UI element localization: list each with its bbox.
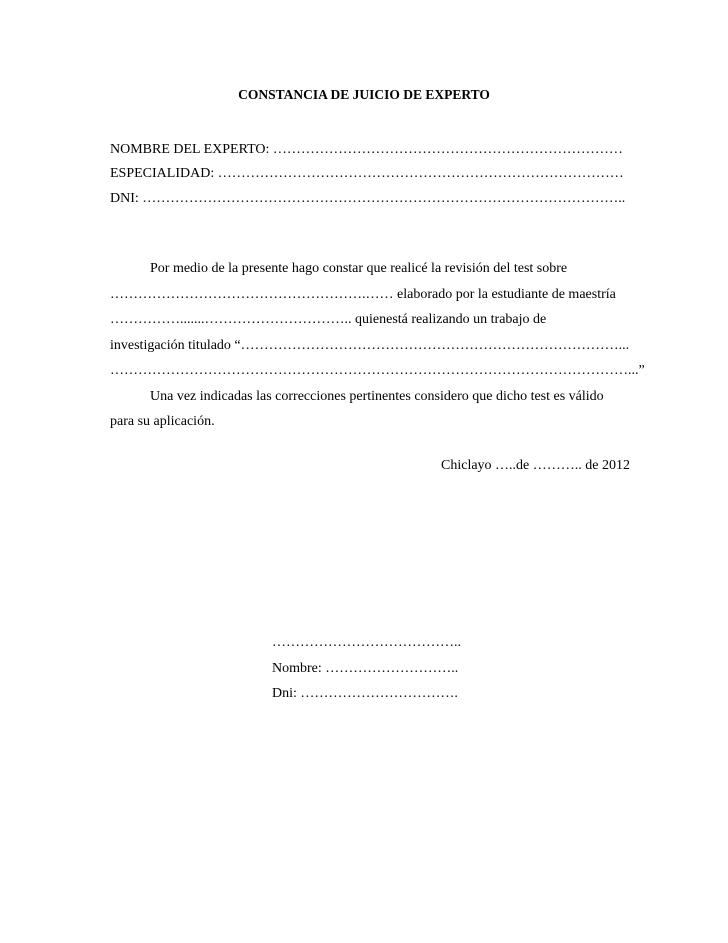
signature-dni: Dni: …………………………….	[272, 686, 458, 701]
paragraph2-line2: para su aplicación.	[110, 414, 215, 429]
paragraph1-line3: …………….......………………………….. quienestá realizando un trabajo de	[110, 312, 547, 327]
paragraph2-line1: Una vez indicadas las correcciones pertinentes considero que dicho test es válido	[150, 388, 604, 404]
expert-name-field: NOMBRE DEL EXPERTO: …………………………………………………………………	[110, 142, 623, 157]
document-title: CONSTANCIA DE JUICIO DE EXPERTO	[238, 87, 490, 102]
signature-line: …………………………………..	[272, 635, 461, 650]
specialty-field: ESPECIALIDAD: ……………………………………………………………………………	[110, 166, 624, 181]
paragraph1-line4: investigación titulado “………………………………………………………………………...	[110, 337, 630, 353]
signature-name: Nombre: ………………………..	[272, 660, 459, 676]
place-date: Chiclayo …..de ……….. de 2012	[441, 458, 630, 473]
declaration-body	[110, 256, 645, 435]
paragraph1-line5: …………………………………………………………………………………………………...”	[110, 363, 645, 378]
paragraph1-line1: Por medio de la presente hago constar que realicé la revisión del test sobre	[150, 261, 568, 276]
dni-field: DNI: …………………………………………………………………………………………..	[110, 191, 626, 206]
signature-block	[272, 630, 461, 707]
paragraph1-line2: ……………………………………………….…… elaborado por la estudiante de maestría	[110, 286, 616, 302]
